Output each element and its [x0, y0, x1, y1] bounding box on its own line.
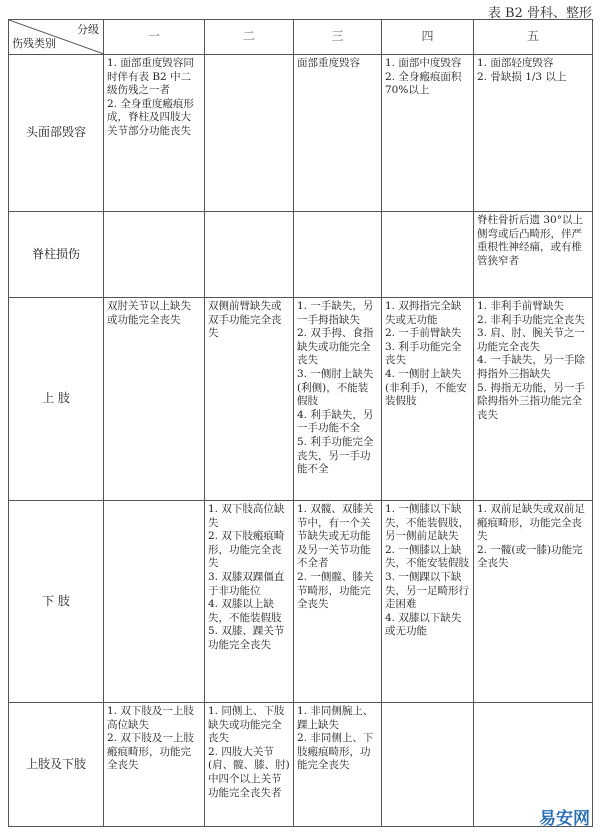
- criterion-item: 双肘关节以上缺失或功能完全丧失: [107, 300, 191, 326]
- grade-label: 分级: [77, 23, 99, 36]
- criterion-item: 脊柱骨折后遗 30°以上侧弯或后凸畸形，伴严重根性神经痛，或有椎管狭窄者: [477, 214, 583, 267]
- grade-cell: [104, 703, 205, 827]
- criterion-item: 2. 骨缺损 1/3 以上: [477, 70, 567, 83]
- table-row: [9, 212, 593, 298]
- grade-header-5: 五: [474, 20, 593, 55]
- grade-cell: [104, 298, 205, 501]
- criterion-item: 3. 肩、肘、腕关节之一功能完全丧失: [477, 327, 585, 353]
- criterion-item: 1. 一侧膝以下缺失，不能装假肢，另一侧前足缺失: [385, 503, 469, 543]
- criterion-item: 3. 一侧肘上缺失(利侧)，不能装假肢: [297, 367, 374, 408]
- header-corner-cell: [9, 20, 104, 55]
- criterion-item: 双侧前臂缺失或双手功能完全丧失: [208, 300, 282, 340]
- grade-cell: [474, 55, 593, 212]
- table-row: [9, 55, 593, 212]
- criterion-item: 5. 利手功能完全丧失，另一手功能不全: [297, 435, 374, 476]
- criterion-item: 1. 面部中度毁容: [385, 57, 462, 69]
- grade-cell: [474, 298, 593, 501]
- grade-cell: [294, 212, 382, 298]
- criterion-item: 1. 同侧上、下肢缺失或功能完全丧失: [208, 705, 285, 745]
- grade-cell: [294, 298, 382, 501]
- disability-grade-table: [8, 19, 593, 827]
- criterion-item: 4. 利手缺失，另一手功能不全: [297, 408, 374, 435]
- criterion-item: 3. 一侧踝以下缺失，另一足畸形行走困难: [385, 570, 469, 611]
- grade-cell: [104, 55, 205, 212]
- criterion-item: 4. 双膝以上缺失，不能装假肢: [208, 598, 282, 624]
- grade-cell: [474, 501, 593, 703]
- grade-header-3: 三: [294, 20, 382, 55]
- criterion-item: 2. 一髋(或一膝)功能完全丧失: [477, 543, 583, 570]
- criterion-item: 1. 双髋、双膝关节中，有一个关节缺失或无功能及另一关节功能不全者: [297, 503, 374, 570]
- criterion-item: 5. 拇指无功能，另一手除拇指外三指功能完全丧失: [477, 381, 585, 421]
- criterion-item: 1. 非利手前臂缺失: [477, 300, 564, 312]
- grade-header-4: 四: [382, 20, 474, 55]
- category-cell: 头面部毁容: [9, 55, 104, 212]
- grade-cell: [294, 55, 382, 212]
- criterion-item: 4. 一手缺失，另一手除拇指外三指缺失: [477, 354, 585, 380]
- category-cell: 上肢及下肢: [9, 703, 104, 827]
- table-body: [9, 55, 593, 827]
- grade-cell: [205, 298, 294, 501]
- grade-cell: [382, 298, 474, 501]
- grade-cell: [205, 55, 294, 212]
- criterion-item: 2. 一侧髋、膝关节畸形，功能完全丧失: [297, 570, 374, 611]
- criterion-item: 1. 双前足缺失或双前足瘢痕畸形，功能完全丧失: [477, 503, 585, 543]
- grade-cell: [382, 212, 474, 298]
- criterion-item: 1. 面部重度毁容同时伴有表 B2 中二级伤残之一者: [107, 57, 194, 97]
- grade-cell: [382, 703, 474, 827]
- category-cell: 下 肢: [9, 501, 104, 703]
- grade-header-2: 二: [205, 20, 294, 55]
- table-row: [9, 703, 593, 827]
- criterion-item: 2. 非利手功能完全丧失: [477, 313, 585, 326]
- criterion-item: 2. 全身瘢痕面积 70%以上: [385, 70, 462, 97]
- criterion-item: 3. 双膝双踝僵直于非功能位: [208, 570, 285, 597]
- category-cell: 脊柱损伤: [9, 212, 104, 298]
- criterion-item: 1. 双下肢及一上肢高位缺失: [107, 705, 194, 731]
- table-row: [9, 501, 593, 703]
- criterion-item: 1. 双下肢高位缺失: [208, 503, 285, 529]
- grade-cell: [205, 212, 294, 298]
- criterion-item: 1. 一手缺失，另一手拇指缺失: [297, 300, 374, 326]
- criterion-item: 面部重度毁容: [297, 57, 360, 69]
- criterion-item: 2. 全身重度瘢痕形成，脊柱及四肢大关节部分功能丧失: [107, 97, 194, 137]
- grade-cell: [294, 703, 382, 827]
- grade-header-1: 一: [104, 20, 205, 55]
- criterion-item: 2. 四肢大关节(肩、髋、膝、肘)中四个以上关节功能完全丧失者: [208, 745, 290, 799]
- grade-cell: [104, 501, 205, 703]
- criterion-item: 4. 双膝以下缺失或无功能: [385, 611, 462, 638]
- category-cell: 上 肢: [9, 298, 104, 501]
- grade-cell: [294, 501, 382, 703]
- criterion-item: 1. 双拇指完全缺失或无功能: [385, 300, 462, 326]
- grade-cell: [474, 212, 593, 298]
- grade-cell: [104, 212, 205, 298]
- grade-cell: [205, 501, 294, 703]
- criterion-item: 2. 一侧膝以上缺失，不能安装假肢: [385, 543, 469, 570]
- table-caption: 表 B2 骨科、整形: [487, 6, 592, 21]
- grade-cell: [382, 501, 474, 703]
- grade-cell: [205, 703, 294, 827]
- criterion-item: 2. 双手拇、食指缺失或功能完全丧失: [297, 327, 374, 367]
- criterion-item: 2. 双下肢瘢痕畸形，功能完全丧失: [208, 530, 285, 570]
- header-row: [9, 20, 593, 55]
- site-watermark: 易安网: [539, 809, 590, 829]
- criterion-item: 2. 双下肢及一上肢瘢痕畸形，功能完全丧失: [107, 732, 194, 772]
- criterion-item: 2. 一手前臂缺失: [385, 327, 462, 340]
- criterion-item: 2. 非同侧上、下肢瘢痕畸形，功能完全丧失: [297, 732, 374, 772]
- table-row: [9, 298, 593, 501]
- criterion-item: 3. 利手功能完全丧失: [385, 340, 462, 367]
- criterion-item: 4. 一侧肘上缺失(非利手)，不能安装假肢: [385, 367, 467, 408]
- criterion-item: 1. 面部轻度毁容: [477, 57, 554, 69]
- criterion-item: 5. 双膝、踝关节功能完全丧失: [208, 625, 285, 651]
- grade-cell: [382, 55, 474, 212]
- criterion-item: 1. 非同侧腕上、踝上缺失: [297, 705, 374, 731]
- category-label: 伤残类别: [12, 37, 56, 51]
